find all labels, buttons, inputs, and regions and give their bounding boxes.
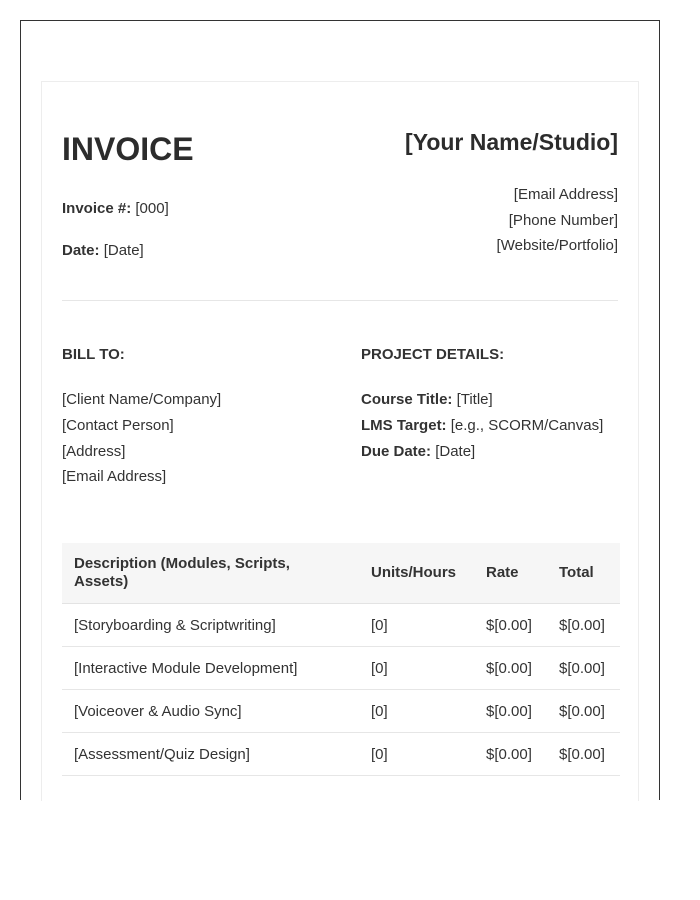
project-details [361, 345, 603, 464]
column-header-total: Total [547, 543, 620, 604]
bill-to [62, 345, 221, 490]
invoice-date-label: Date: [62, 242, 100, 259]
row-description: [Storyboarding & Scriptwriting] [62, 604, 359, 647]
row-total: $[0.00] [547, 690, 620, 733]
line-items-table [62, 543, 620, 776]
lms-target-value: [e.g., SCORM/Canvas] [450, 416, 604, 434]
row-rate: $[0.00] [474, 690, 547, 733]
lms-target-label: LMS Target: [361, 416, 447, 434]
invoice-date [62, 241, 144, 261]
row-units: [0] [359, 733, 474, 776]
studio-name: [Your Name/Studio] [405, 129, 618, 155]
invoice-number [62, 199, 169, 219]
row-total: $[0.00] [547, 604, 620, 647]
studio-website: [Website/Portfolio] [496, 237, 618, 254]
course-title-value: [Title] [456, 391, 493, 408]
due-date-label: Due Date: [361, 442, 432, 460]
lms-target [361, 413, 603, 439]
invoice-date-value: [Date] [103, 242, 144, 259]
client-address: [Address] [62, 442, 126, 460]
column-header-description: Description (Modules, Scripts, Assets) [62, 543, 359, 604]
table-header-row [62, 543, 620, 604]
row-rate: $[0.00] [474, 647, 547, 690]
table-row [62, 647, 620, 690]
client-name: [Client Name/Company] [62, 391, 222, 408]
row-rate: $[0.00] [474, 604, 547, 647]
client-email: [Email Address] [62, 468, 167, 486]
row-total: $[0.00] [547, 647, 620, 690]
row-units: [0] [359, 604, 474, 647]
column-header-units: Units/Hours [359, 543, 474, 604]
project-details-heading: PROJECT DETAILS: [361, 346, 505, 363]
column-header-rate: Rate [474, 543, 547, 604]
contact-person: [Contact Person] [62, 416, 174, 434]
table-row [62, 690, 620, 733]
billing-section [62, 301, 618, 541]
studio-email: [Email Address] [513, 186, 618, 203]
table-row [62, 733, 620, 776]
row-total: $[0.00] [547, 733, 620, 776]
table-row [62, 604, 620, 647]
row-rate: $[0.00] [474, 733, 547, 776]
row-description: [Voiceover & Audio Sync] [62, 690, 359, 733]
studio-contact [497, 182, 618, 259]
invoice-header [62, 82, 618, 301]
course-title-label: Course Title: [361, 391, 453, 408]
due-date [361, 439, 603, 465]
invoice-title: INVOICE [62, 131, 194, 167]
invoice-paper [41, 81, 639, 801]
course-title [361, 387, 603, 413]
due-date-value: [Date] [435, 442, 476, 460]
row-units: [0] [359, 647, 474, 690]
page-frame [20, 20, 660, 800]
invoice-content [62, 82, 618, 763]
row-description: [Assessment/Quiz Design] [62, 733, 359, 776]
studio-phone: [Phone Number] [508, 211, 618, 229]
row-units: [0] [359, 690, 474, 733]
bill-to-heading: BILL TO: [62, 346, 125, 363]
row-description: [Interactive Module Development] [62, 647, 359, 690]
invoice-number-label: Invoice #: [62, 200, 132, 217]
invoice-number-value: [000] [135, 200, 169, 217]
